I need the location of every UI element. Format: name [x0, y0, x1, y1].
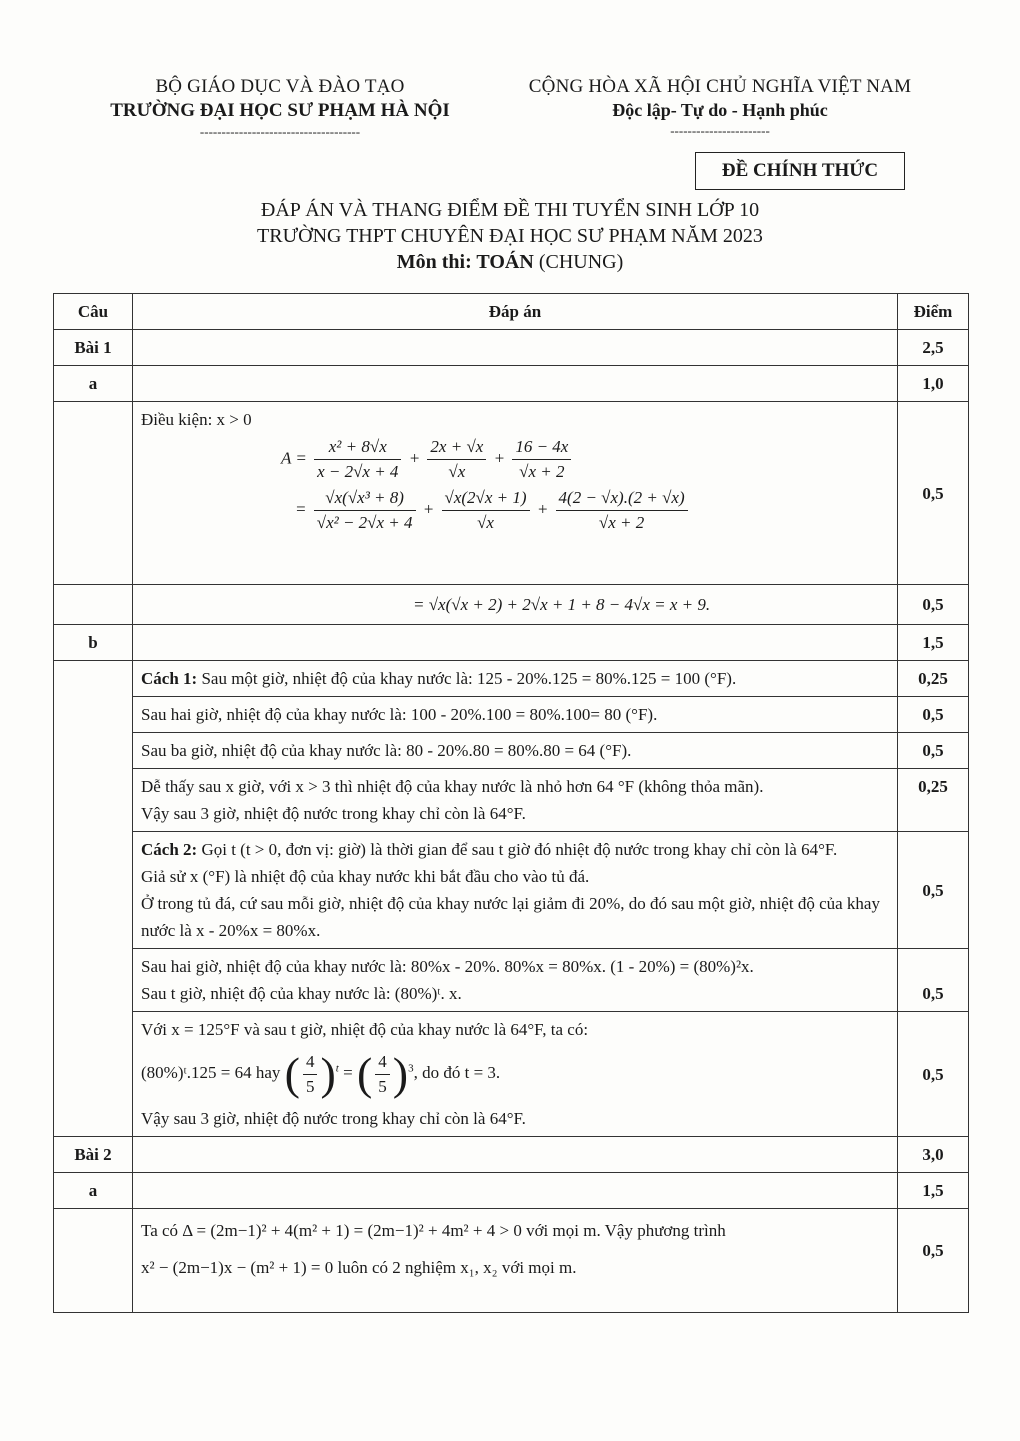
title-line-2: TRƯỜNG THPT CHUYÊN ĐẠI HỌC SƯ PHẠM NĂM 2023 [257, 225, 763, 247]
score-cell: 1,5 [898, 1173, 969, 1209]
document-titles [100, 197, 920, 275]
question-label: a [54, 1173, 133, 1209]
score-cell: 0,25 [898, 769, 969, 832]
question-label: a [54, 366, 133, 402]
cach1-conclusion: Dễ thấy sau x giờ, với x > 3 thì nhiệt độ của khay nước là nhỏ hơn 64 °F (không thỏa mãn). Vậy sau 3 giờ, nhiệt độ nước trong khay chỉ còn là 64°F. [133, 769, 898, 832]
bai1a-result: = √x(√x + 2) + 2√x + 1 + 8 − 4√x = x + 9. [133, 585, 898, 625]
score-cell: 1,0 [898, 366, 969, 402]
left-divider: ------------------------------------- [199, 124, 361, 139]
expression-A-step: = $\frac{\text{√x(√x³ + 8)}}{\text{√x² − 2√x + 4}}$ + $\frac{√x(2√x + 1)}{√x}$ + $\frac{4(2 - √x).(2 + √x)}{√x + 2}$ [295, 486, 889, 535]
table-row [54, 625, 969, 661]
right-divider: ----------------------- [670, 123, 770, 138]
subject-line [100, 249, 920, 275]
subject-name: Môn thi: TOÁN [396, 251, 534, 273]
cach1-step3: Sau ba giờ, nhiệt độ của khay nước là: 80 - 20%.80 = 80%.80 = 64 (°F). [133, 733, 898, 769]
score-cell: 2,5 [898, 330, 969, 366]
question-label: Bài 2 [54, 1137, 133, 1173]
bai1a-derivation [133, 402, 898, 585]
national-motto: Độc lập- Tự do - Hạnh phúc [612, 100, 828, 120]
score-cell: 0,5 [898, 402, 969, 585]
official-exam-box: ĐỀ CHÍNH THỨC [695, 152, 905, 190]
republic-name: CỘNG HÒA XÃ HỘI CHỦ NGHĨA VIỆT NAM [528, 76, 912, 97]
table-row [54, 402, 969, 585]
question-label: b [54, 625, 133, 661]
score-cell: 3,0 [898, 1137, 969, 1173]
question-label: Bài 1 [54, 330, 133, 366]
table-row [54, 733, 969, 769]
table-row [54, 366, 969, 402]
score-cell: 0,25 [898, 661, 969, 697]
table-row [54, 585, 969, 625]
cach2-equation: (80%)ᵗ.125 = 64 hay ( $\frac{4}{5}$ )$^t$ = ( $\frac{4}{5}$ )$^3$, do đó t = 3. [141, 1048, 501, 1099]
cach2-setup: Cách 2: Gọi t (t > 0, đơn vị: giờ) là thời gian để sau t giờ đó nhiệt độ nước trong khay chỉ còn là 64°F. Giả sử x (°F) là nhiệt độ của khay nước khi bắt đầu cho vào tủ đá. Ở trong tủ đá, cứ sau mỗi giờ, nhiệt độ của khay nước lại giảm đi 20%, do đó sau một giờ, nhiệt độ của khay nước là x - 20%x = 80%x. [133, 832, 898, 949]
bai2a-discriminant: Ta có Δ = (2m−1)² + 4(m² + 1) = (2m−1)² + 4m² + 4 > 0 với mọi m. Vậy phương trình x² − (2m−1)x − (m² + 1) = 0 luôn có 2 nghiệm x₁, x₂ với mọi m. [133, 1209, 898, 1313]
score-cell: 0,5 [898, 585, 969, 625]
col-question: Câu [54, 294, 133, 330]
university-name: TRƯỜNG ĐẠI HỌC SƯ PHẠM HÀ NỘI [110, 100, 450, 121]
cach1-step2: Sau hai giờ, nhiệt độ của khay nước là: 100 - 20%.100 = 80%.100= 80 (°F). [133, 697, 898, 733]
score-cell: 0,5 [898, 1012, 969, 1137]
table-row [54, 661, 969, 697]
ministry-name: BỘ GIÁO DỤC VÀ ĐÀO TẠO [155, 76, 405, 97]
table-row [54, 769, 969, 832]
score-cell: 1,5 [898, 625, 969, 661]
col-score: Điểm [898, 294, 969, 330]
score-cell: 0,5 [898, 1209, 969, 1313]
table-row [54, 832, 969, 949]
expression-A: A = $\frac{\text{x² + 8√x}}{x - 2√x + 4}$ + $\frac{2x + √x}{√x}$ + $\frac{16 - 4x}{√x + 2}$ [281, 435, 889, 484]
score-cell: 0,5 [898, 697, 969, 733]
title-line-1: ĐÁP ÁN VÀ THANG ĐIỂM ĐỀ THI TUYỂN SINH LỚP 10 [260, 199, 760, 221]
condition-text: Điều kiện: x > 0 [141, 410, 252, 429]
right-header [505, 76, 935, 139]
table-row [54, 1209, 969, 1313]
score-cell: 0,5 [898, 733, 969, 769]
table-row [54, 1173, 969, 1209]
score-cell: 0,5 [898, 832, 969, 949]
table-row [54, 1137, 969, 1173]
answer-table [53, 293, 969, 1313]
score-cell: 0,5 [898, 949, 969, 1012]
table-row [54, 330, 969, 366]
cach2-general: Sau hai giờ, nhiệt độ của khay nước là: 80%x - 20%. 80%x = 80%x. (1 - 20%) = (80%)²x. Sau t giờ, nhiệt độ của khay nước là: (80%)ᵗ. x. [133, 949, 898, 1012]
left-header [85, 76, 475, 140]
table-row [54, 697, 969, 733]
cach2-solve: Với x = 125°F và sau t giờ, nhiệt độ của khay nước là 64°F, ta có: (80%)ᵗ.125 = 64 hay ( $\frac{4}{5}$ )$^t$ = ( $\frac{4}{5}$ )$^3$, do đó t = 3. Vậy sau 3 giờ, nhiệt độ nước trong khay chỉ còn là 64°F. [133, 1012, 898, 1137]
col-answer: Đáp án [133, 294, 898, 330]
subject-suffix: (CHUNG) [538, 251, 624, 273]
table-header-row [54, 294, 969, 330]
table-row [54, 949, 969, 1012]
table-row [54, 1012, 969, 1137]
cach1-step1: Cách 1: Sau một giờ, nhiệt độ của khay nước là: 125 - 20%.125 = 80%.125 = 100 (°F). [133, 661, 898, 697]
